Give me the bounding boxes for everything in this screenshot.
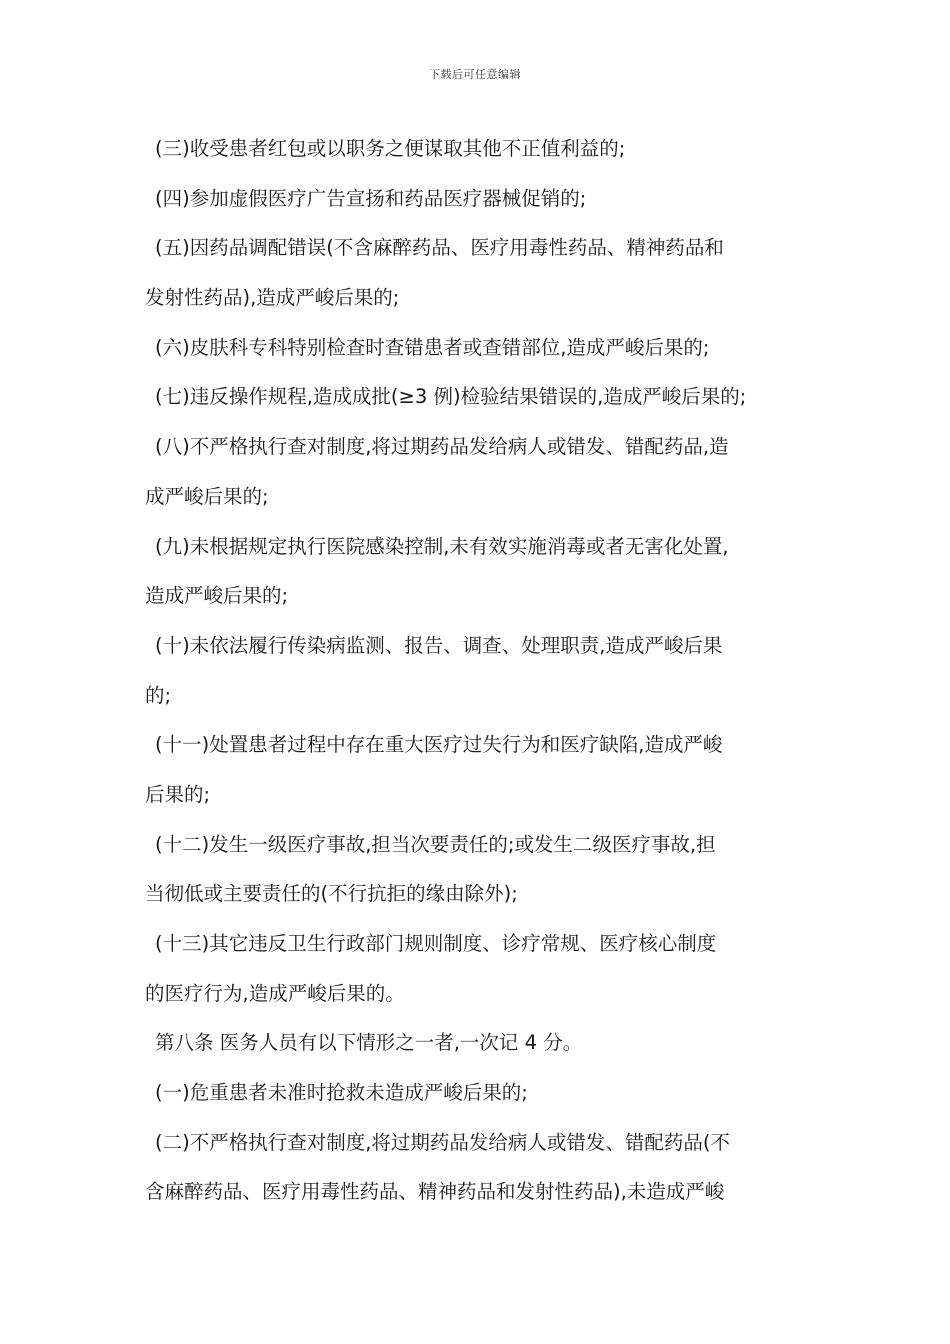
page-header: 下载后可任意编辑 xyxy=(429,68,521,81)
text-line: 成严峻后果的; xyxy=(145,484,269,508)
text-line: (十一)处置患者过程中存在重大医疗过失行为和医疗缺陷,造成严峻 xyxy=(155,733,723,757)
text-line: (一)危重患者未准时抢救未造成严峻后果的; xyxy=(155,1081,528,1105)
text-line: (五)因药品调配错误(不含麻醉药品、医疗用毒性药品、精神药品和 xyxy=(155,236,724,260)
text-line: (六)皮肤科专科特别检查时查错患者或查错部位,造成严峻后果的; xyxy=(155,335,710,359)
text-line: (十三)其它违反卫生行政部门规则制度、诊疗常规、医疗核心制度 xyxy=(155,932,717,955)
text-line: (十)未依法履行传染病监测、报告、调查、处理职责,造成严峻后果 xyxy=(155,633,723,657)
text-line: (九)未根据规定执行医院感染控制,未有效实施消毒或者无害化处置, xyxy=(155,534,729,558)
text-line: (八)不严格执行查对制度,将过期药品发给病人或错发、错配药品,造 xyxy=(155,435,729,459)
text-line: (十二)发生一级医疗事故,担当次要责任的;或发生二级医疗事故,担 xyxy=(155,832,716,856)
section-heading-article-8: 第八条 医务人员有以下情形之一者,一次记 4 分。 xyxy=(155,1031,583,1055)
text-line: (七)违反操作规程,造成成批(≥3 例)检验结果错误的,造成严峻后果的; xyxy=(155,385,747,409)
text-line: 当彻低或主要责任的(不行抗拒的缘由除外); xyxy=(145,882,518,906)
text-line: 后果的; xyxy=(145,782,211,806)
text-line: (四)参加虚假医疗广告宣扬和药品医疗器械促销的; xyxy=(155,186,587,210)
text-line: 含麻醉药品、医疗用毒性药品、精神药品和发射性药品),未造成严峻 xyxy=(145,1180,725,1204)
text-line: (三)收受患者红包或以职务之便谋取其他不正值利益的; xyxy=(155,137,626,160)
text-line: 发射性药品),造成严峻后果的; xyxy=(145,286,400,310)
document-body xyxy=(145,124,813,1217)
text-line: (二)不严格执行查对制度,将过期药品发给病人或错发、错配药品(不 xyxy=(155,1130,731,1154)
text-line: 造成严峻后果的; xyxy=(145,584,289,608)
text-line: 的; xyxy=(145,683,172,707)
text-line: 的医疗行为,造成严峻后果的。 xyxy=(145,981,405,1005)
